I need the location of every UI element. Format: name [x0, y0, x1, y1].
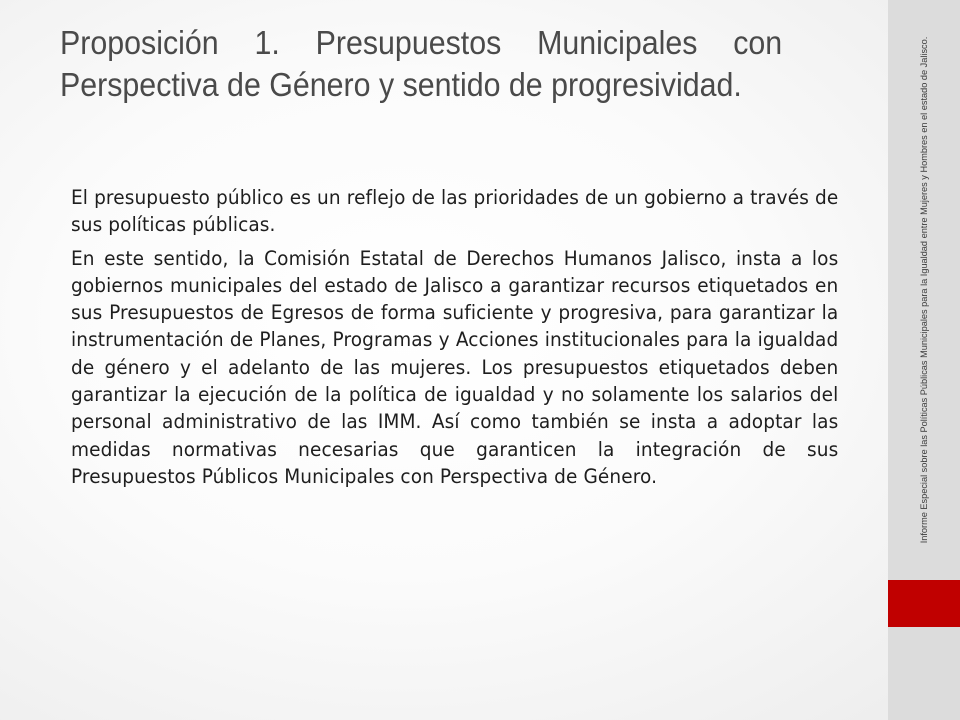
side-caption-container [888, 0, 960, 580]
side-band-red-accent [888, 580, 960, 627]
side-band-footer [888, 627, 960, 720]
body-paragraph-2: En este sentido, la Comisión Estatal de Derechos Humanos Jalisco, insta a los gobiernos municipales del estado de Jalisco a garantizar recursos etiquetados en sus Presupuestos de Egresos de forma suficiente y progresiva, para garantizar la instrumentación de Planes, Programas y Acciones institucionales para la igualdad de género y el adelanto de las mujeres. Los presupuestos etiquetados deben garantizar la ejecución de la política de igualdad y no solamente los salarios del personal administrativo de las IMM. Así como también se insta a adoptar las medidas normativas necesarias que garanticen la integración de sus Presupuestos Públicos Municipales con Perspectiva de Género. [71, 246, 839, 488]
body-paragraph-1: El presupuesto público es un reflejo de las prioridades de un gobierno a través de sus políticas públicas. [71, 186, 839, 237]
side-band [888, 0, 960, 720]
slide-title: Proposición 1. Presupuestos Municipales con Perspectiva de Género y sentido de progresividad. [60, 24, 783, 103]
slide-body [71, 184, 838, 496]
side-caption: Informe Especial sobre las Políticas Públicas Municipales para la Igualdad entre Mujeres y Hombres en el estado de Jalisco. [918, 36, 929, 544]
